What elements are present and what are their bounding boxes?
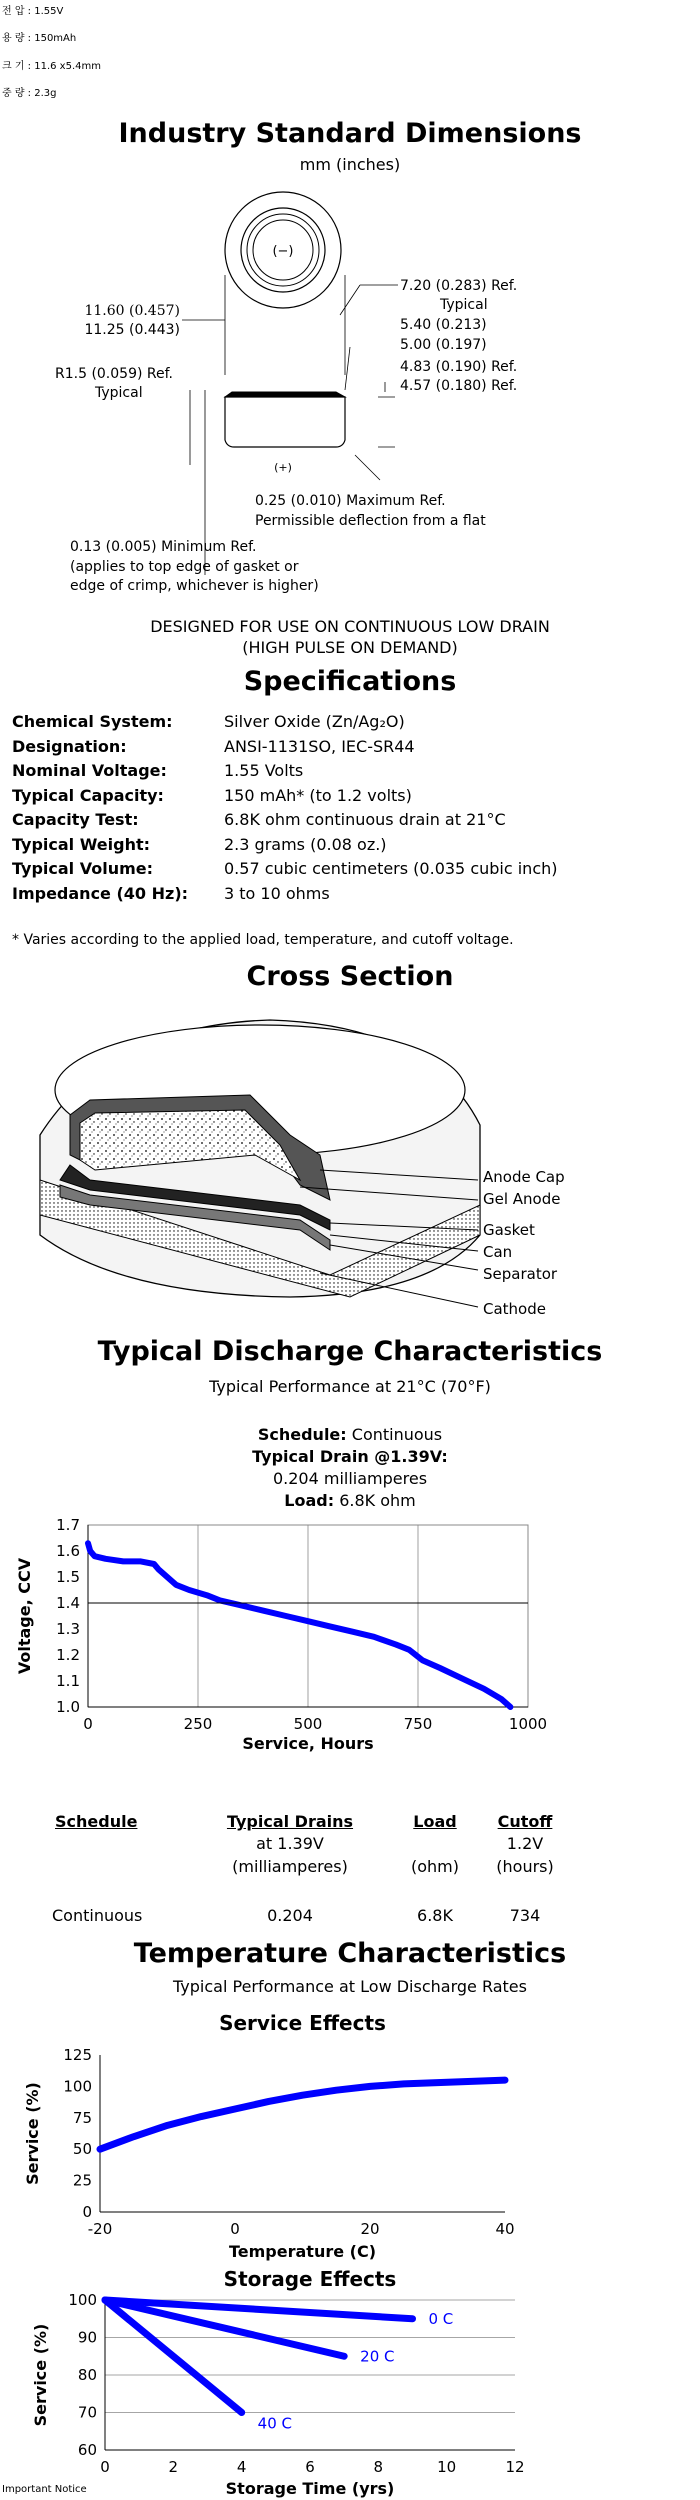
y-tick-label: 50 <box>72 2140 92 2159</box>
x-tick-label: 1000 <box>508 1715 548 1733</box>
spec-row <box>12 786 412 805</box>
dimensions-drawing <box>0 175 700 605</box>
spec-value: ANSI-1131SO, IEC-SR44 <box>224 736 415 756</box>
dimensions-title: Industry Standard Dimensions <box>118 118 582 149</box>
cross-title: Cross Section <box>246 961 454 992</box>
y-tick-label: 100 <box>68 2291 97 2309</box>
discharge-load <box>0 1491 700 1510</box>
spec-value: 6.8K ohm continuous drain at 21°C <box>224 810 506 829</box>
y-tick-label: 1.6 <box>56 1542 80 1560</box>
dim-t1b: Typical <box>440 297 488 313</box>
y-tick-label: 1.3 <box>56 1620 80 1638</box>
x-axis-label: Service, Hours <box>242 1734 374 1753</box>
y-tick-label: 1.5 <box>56 1568 80 1586</box>
table-row-cutoff: 734 <box>509 1906 541 1925</box>
spec-row <box>12 737 415 756</box>
x-tick-label: 500 <box>293 1715 323 1733</box>
discharge-drain-value: 0.204 milliamperes <box>272 1469 428 1488</box>
spec-value: 2.3 grams (0.08 oz.) <box>224 834 387 854</box>
x-tick-label: 20 <box>360 2220 380 2238</box>
series-label: 0 C <box>428 2309 454 2328</box>
spec-value: 150 mAh* (to 1.2 volts) <box>224 785 412 805</box>
spec-label: Impedance (40 Hz): <box>12 883 189 903</box>
info-weight: 중 량 : 2.3g <box>2 88 57 99</box>
table-sub2-drains: (milliamperes) <box>232 1857 348 1876</box>
cross-label-gel-anode: Gel Anode <box>483 1190 561 1208</box>
y-axis-label: Service (%) <box>31 2323 50 2427</box>
dim-h3: 4.83 (0.190) Ref. <box>400 359 518 375</box>
load-value: 6.8K ohm <box>339 1491 416 1510</box>
schedule-value: Continuous <box>351 1425 443 1444</box>
info-capacity: 용 량 : 150mAh <box>2 33 77 44</box>
y-tick-label: 125 <box>63 2046 92 2064</box>
table-sub2-cutoff: (hours) <box>496 1857 554 1876</box>
specs-title: Specifications <box>243 666 457 697</box>
table-header-drains: Typical Drains <box>226 1812 354 1831</box>
x-axis-label: Temperature (C) <box>228 2242 377 2261</box>
designed-line2: (HIGH PULSE ON DEMAND) <box>242 638 458 657</box>
x-tick-label: 250 <box>183 1715 213 1733</box>
cross-label-can: Can <box>483 1243 513 1261</box>
spec-value: Silver Oxide (Zn/Ag₂O) <box>224 712 405 731</box>
dim-min1: 0.13 (0.005) Minimum Ref. <box>70 539 257 555</box>
spec-row <box>12 884 330 903</box>
discharge-chart <box>0 1515 700 1785</box>
dim-min3: edge of crimp, whichever is higher) <box>70 578 319 594</box>
spec-value: 3 to 10 ohms <box>224 883 330 903</box>
side-top <box>225 392 345 397</box>
y-tick-label: 1.4 <box>56 1594 80 1612</box>
dim-h4: 4.57 (0.180) Ref. <box>400 378 518 394</box>
y-axis-label: Voltage, CCV <box>15 1557 34 1675</box>
plot-area <box>100 2055 505 2212</box>
spec-label: Typical Capacity: <box>12 785 164 805</box>
y-tick-label: 1.2 <box>56 1646 80 1664</box>
spec-label: Nominal Voltage: <box>12 761 167 780</box>
dim-def2: Permissible deflection from a flat <box>255 513 486 529</box>
spec-value: 1.55 Volts <box>224 761 304 780</box>
x-tick-label: 10 <box>437 2458 457 2476</box>
dim-def1: 0.25 (0.010) Maximum Ref. <box>255 493 446 509</box>
y-tick-label: 1.7 <box>56 1516 80 1534</box>
table-header-load: Load <box>413 1812 457 1831</box>
y-tick-label: 1.1 <box>56 1672 80 1690</box>
spec-value: 0.57 cubic centimeters (0.035 cubic inch) <box>224 859 558 878</box>
dim-t1: 7.20 (0.283) Ref. <box>400 278 518 294</box>
table-row-schedule: Continuous <box>52 1906 143 1925</box>
y-tick-label: 0 <box>82 2203 92 2221</box>
x-tick-label: 40 <box>495 2220 515 2238</box>
table-sub-cutoff: 1.2V <box>506 1834 544 1853</box>
y-tick-label: 80 <box>77 2366 97 2384</box>
dim-d2: 11.25 (0.443) <box>84 322 180 338</box>
discharge-title: Typical Discharge Characteristics <box>97 1336 603 1367</box>
dim-r1b: Typical <box>95 385 143 401</box>
x-tick-label: 0 <box>100 2458 110 2476</box>
dim-min2: (applies to top edge of gasket or <box>70 559 299 575</box>
spec-label: Capacity Test: <box>12 810 139 829</box>
spec-label: Typical Volume: <box>12 859 154 878</box>
table-sub2-load: (ohm) <box>411 1857 459 1876</box>
x-tick-label: 12 <box>505 2458 525 2476</box>
y-tick-label: 70 <box>77 2403 97 2422</box>
temperature-subtitle: Typical Performance at Low Discharge Rates <box>173 1977 527 1996</box>
spec-label: Chemical System: <box>12 712 173 731</box>
cross-label-cathode: Cathode <box>483 1300 546 1318</box>
spec-label: Typical Weight: <box>12 834 151 854</box>
spec-row <box>12 835 387 854</box>
info-voltage: 전 압 : 1.55V <box>2 6 64 17</box>
drain-label: Typical Drain @1.39V: <box>252 1447 448 1466</box>
cross-label-anode-cap: Anode Cap <box>483 1168 565 1186</box>
y-tick-label: 75 <box>72 2108 92 2127</box>
spec-label: Designation: <box>12 736 127 756</box>
table-header-cutoff: Cutoff <box>497 1812 553 1831</box>
spec-row <box>12 859 558 878</box>
x-tick-label: 0 <box>83 1715 93 1733</box>
side-view <box>225 397 345 447</box>
x-tick-label: 0 <box>230 2220 240 2238</box>
x-tick-label: 2 <box>168 2458 179 2476</box>
table-sub-drains: at 1.39V <box>256 1834 324 1853</box>
x-tick-label: 750 <box>403 1715 433 1733</box>
cross-section-drawing <box>0 1005 700 1305</box>
service-effects-chart <box>0 2000 700 2260</box>
y-tick-label: 100 <box>63 2077 92 2096</box>
table-row-drains: 0.204 <box>267 1906 313 1925</box>
y-axis-label: Service (%) <box>23 2082 42 2185</box>
info-size: 크 기 : 11.6 x5.4mm <box>2 61 101 72</box>
designed-line1: DESIGNED FOR USE ON CONTINUOUS LOW DRAIN <box>150 617 550 636</box>
minus-label: (−) <box>272 244 294 259</box>
x-axis-label: Storage Time (yrs) <box>225 2479 395 2498</box>
table-row-load: 6.8K <box>417 1906 453 1925</box>
discharge-drain <box>0 1447 700 1466</box>
temperature-title: Temperature Characteristics <box>133 1938 567 1969</box>
chart-title: Service Effects <box>219 2011 386 2035</box>
table-header-schedule: Schedule <box>55 1812 138 1831</box>
dimensions-unit: mm (inches) <box>299 155 401 174</box>
dim-d1: 11.60 (0.457) <box>84 303 180 319</box>
footer-notice[interactable]: Important Notice <box>2 2484 87 2495</box>
discharge-schedule <box>0 1425 700 1444</box>
y-tick-label: 1.0 <box>56 1698 80 1716</box>
schedule-label: Schedule: <box>257 1425 347 1444</box>
y-tick-label: 60 <box>77 2441 97 2459</box>
y-tick-label: 25 <box>72 2171 92 2190</box>
dim-h1: 5.40 (0.213) <box>400 317 487 333</box>
x-tick-label: -20 <box>87 2220 113 2238</box>
cross-label-separator: Separator <box>483 1265 558 1283</box>
specs-note: * Varies according to the applied load, temperature, and cutoff voltage. <box>12 932 514 948</box>
spec-row <box>12 810 506 829</box>
load-label: Load: <box>284 1491 335 1510</box>
x-tick-label: 8 <box>373 2458 384 2476</box>
discharge-subtitle: Typical Performance at 21°C (70°F) <box>209 1377 491 1396</box>
dim-r1: R1.5 (0.059) Ref. <box>55 366 173 382</box>
y-tick-label: 90 <box>77 2328 97 2347</box>
plus-label: (+) <box>274 461 292 474</box>
x-tick-label: 4 <box>236 2458 247 2476</box>
spec-row <box>12 712 405 731</box>
x-tick-label: 6 <box>305 2458 315 2476</box>
series-label: 20 C <box>360 2347 395 2366</box>
series-label: 40 C <box>257 2414 293 2433</box>
cross-label-gasket: Gasket <box>483 1221 535 1239</box>
spec-row <box>12 761 303 780</box>
chart-title: Storage Effects <box>223 2267 397 2291</box>
dim-h2: 5.00 (0.197) <box>400 337 487 353</box>
